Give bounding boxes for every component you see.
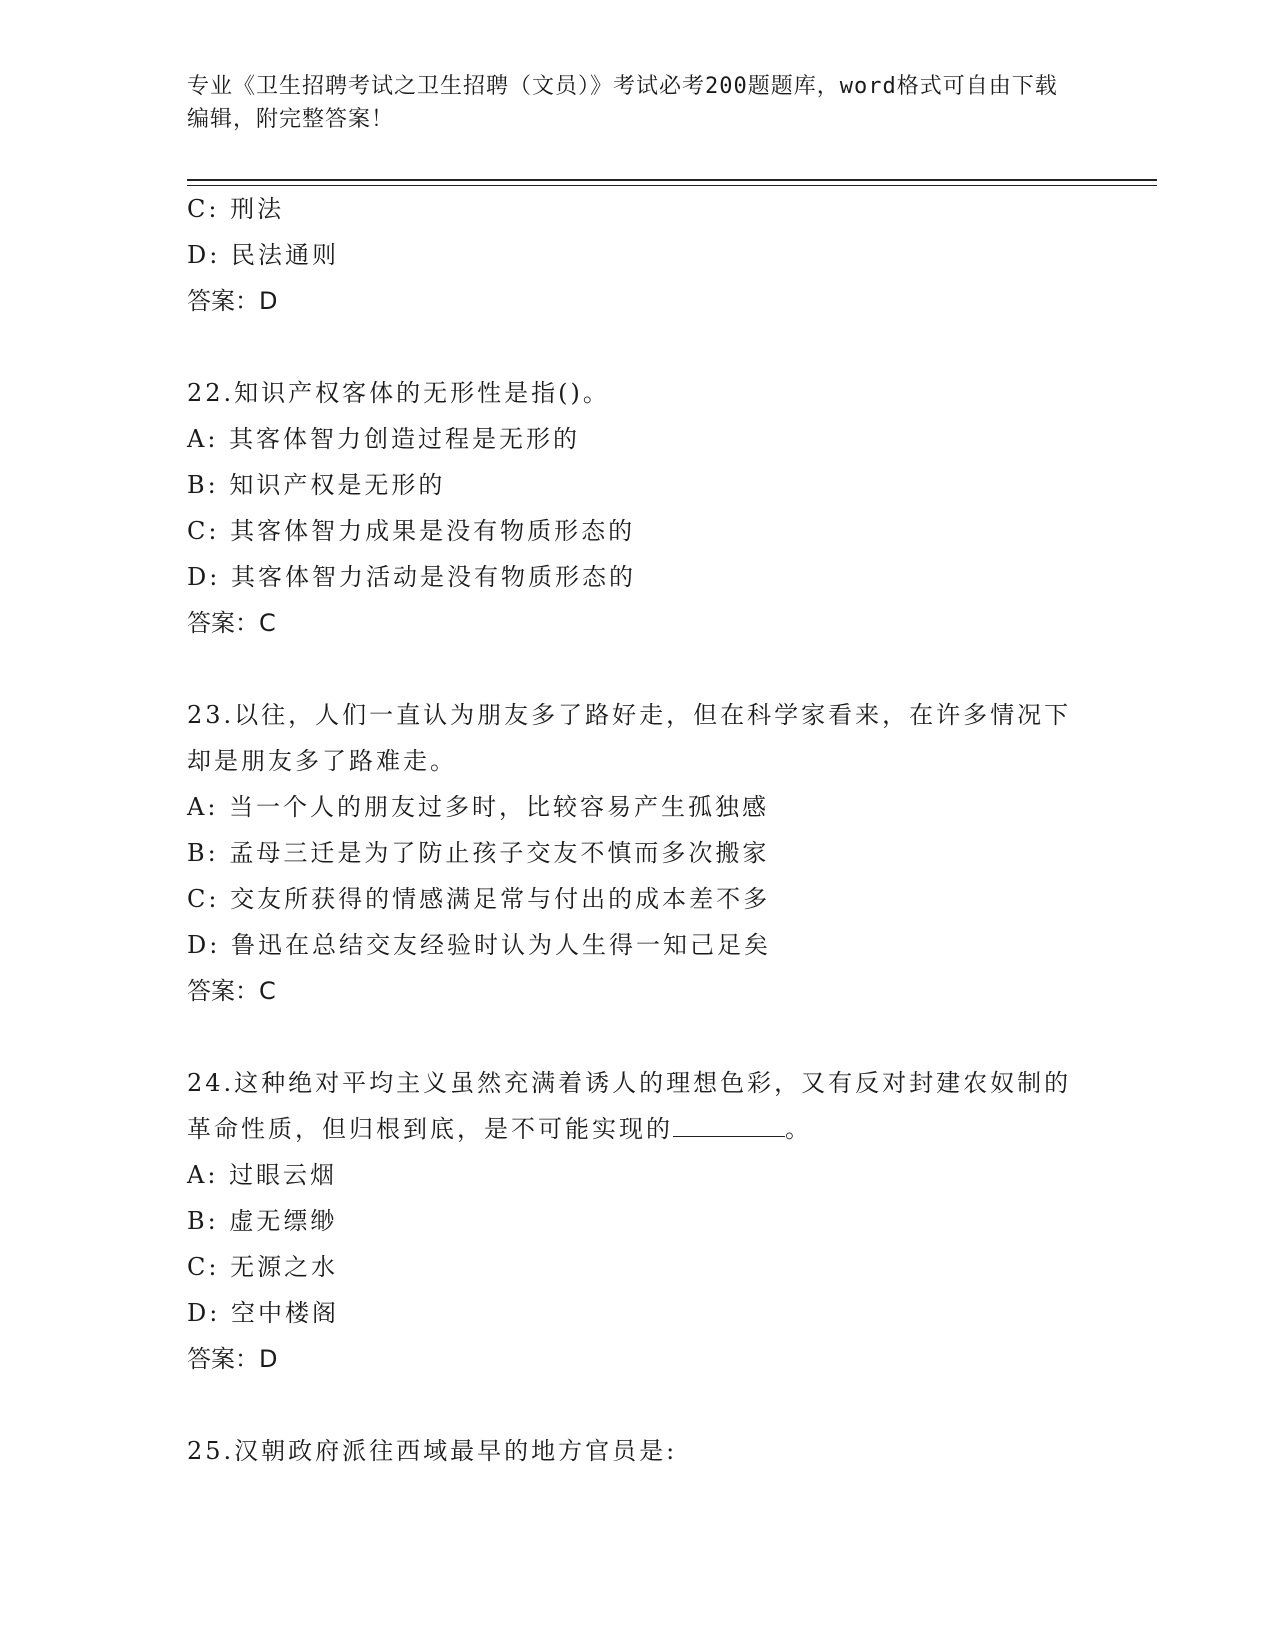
question-stem: 25.汉朝政府派往西域最早的地方官员是: xyxy=(187,1437,678,1465)
option-c: C: 其客体智力成果是没有物质形态的 xyxy=(187,517,636,545)
fill-blank xyxy=(673,1114,785,1137)
answer-line: 答案：D xyxy=(187,287,278,315)
answer-line: 答案：C xyxy=(187,609,276,637)
question-stem: 24.这种绝对平均主义虽然充满着诱人的理想色彩，又有反对封建农奴制的革命性质，但归根到底，是不可能实现的 。 xyxy=(187,1069,1072,1143)
option-d: D: 空中楼阁 xyxy=(187,1299,339,1327)
document-header: 专业《卫生招聘考试之卫生招聘（文员）》考试必考200题题库，word格式可自由下载编辑，附完整答案！ xyxy=(187,74,1058,132)
question-list xyxy=(187,186,1087,1474)
option-d: D: 民法通则 xyxy=(187,241,339,269)
option-c: C: 交友所获得的情感满足常与付出的成本差不多 xyxy=(187,885,771,913)
option-a: A: 当一个人的朋友过多时，比较容易产生孤独感 xyxy=(187,793,770,821)
option-d: D: 其客体智力活动是没有物质形态的 xyxy=(187,563,636,591)
option-b: B: 孟母三迁是为了防止孩子交友不慎而多次搬家 xyxy=(187,839,770,867)
option-b: B: 知识产权是无形的 xyxy=(187,471,446,499)
answer-line: 答案：C xyxy=(187,977,276,1005)
answer-line: 答案：D xyxy=(187,1345,278,1373)
option-d: D: 鲁迅在总结交友经验时认为人生得一知己足矣 xyxy=(187,931,771,959)
option-c: C: 无源之水 xyxy=(187,1253,339,1281)
question-stem: 23.以往，人们一直认为朋友多了路好走，但在科学家看来，在许多情况下却是朋友多了路难走。 xyxy=(187,701,1072,775)
option-a: A: 过眼云烟 xyxy=(187,1161,338,1189)
option-c: C: 刑法 xyxy=(187,195,285,223)
option-b: B: 虚无缥缈 xyxy=(187,1207,338,1235)
option-a: A: 其客体智力创造过程是无形的 xyxy=(187,425,581,453)
question-stem: 22.知识产权客体的无形性是指()。 xyxy=(187,379,610,407)
header-rule-thick xyxy=(187,179,1157,181)
